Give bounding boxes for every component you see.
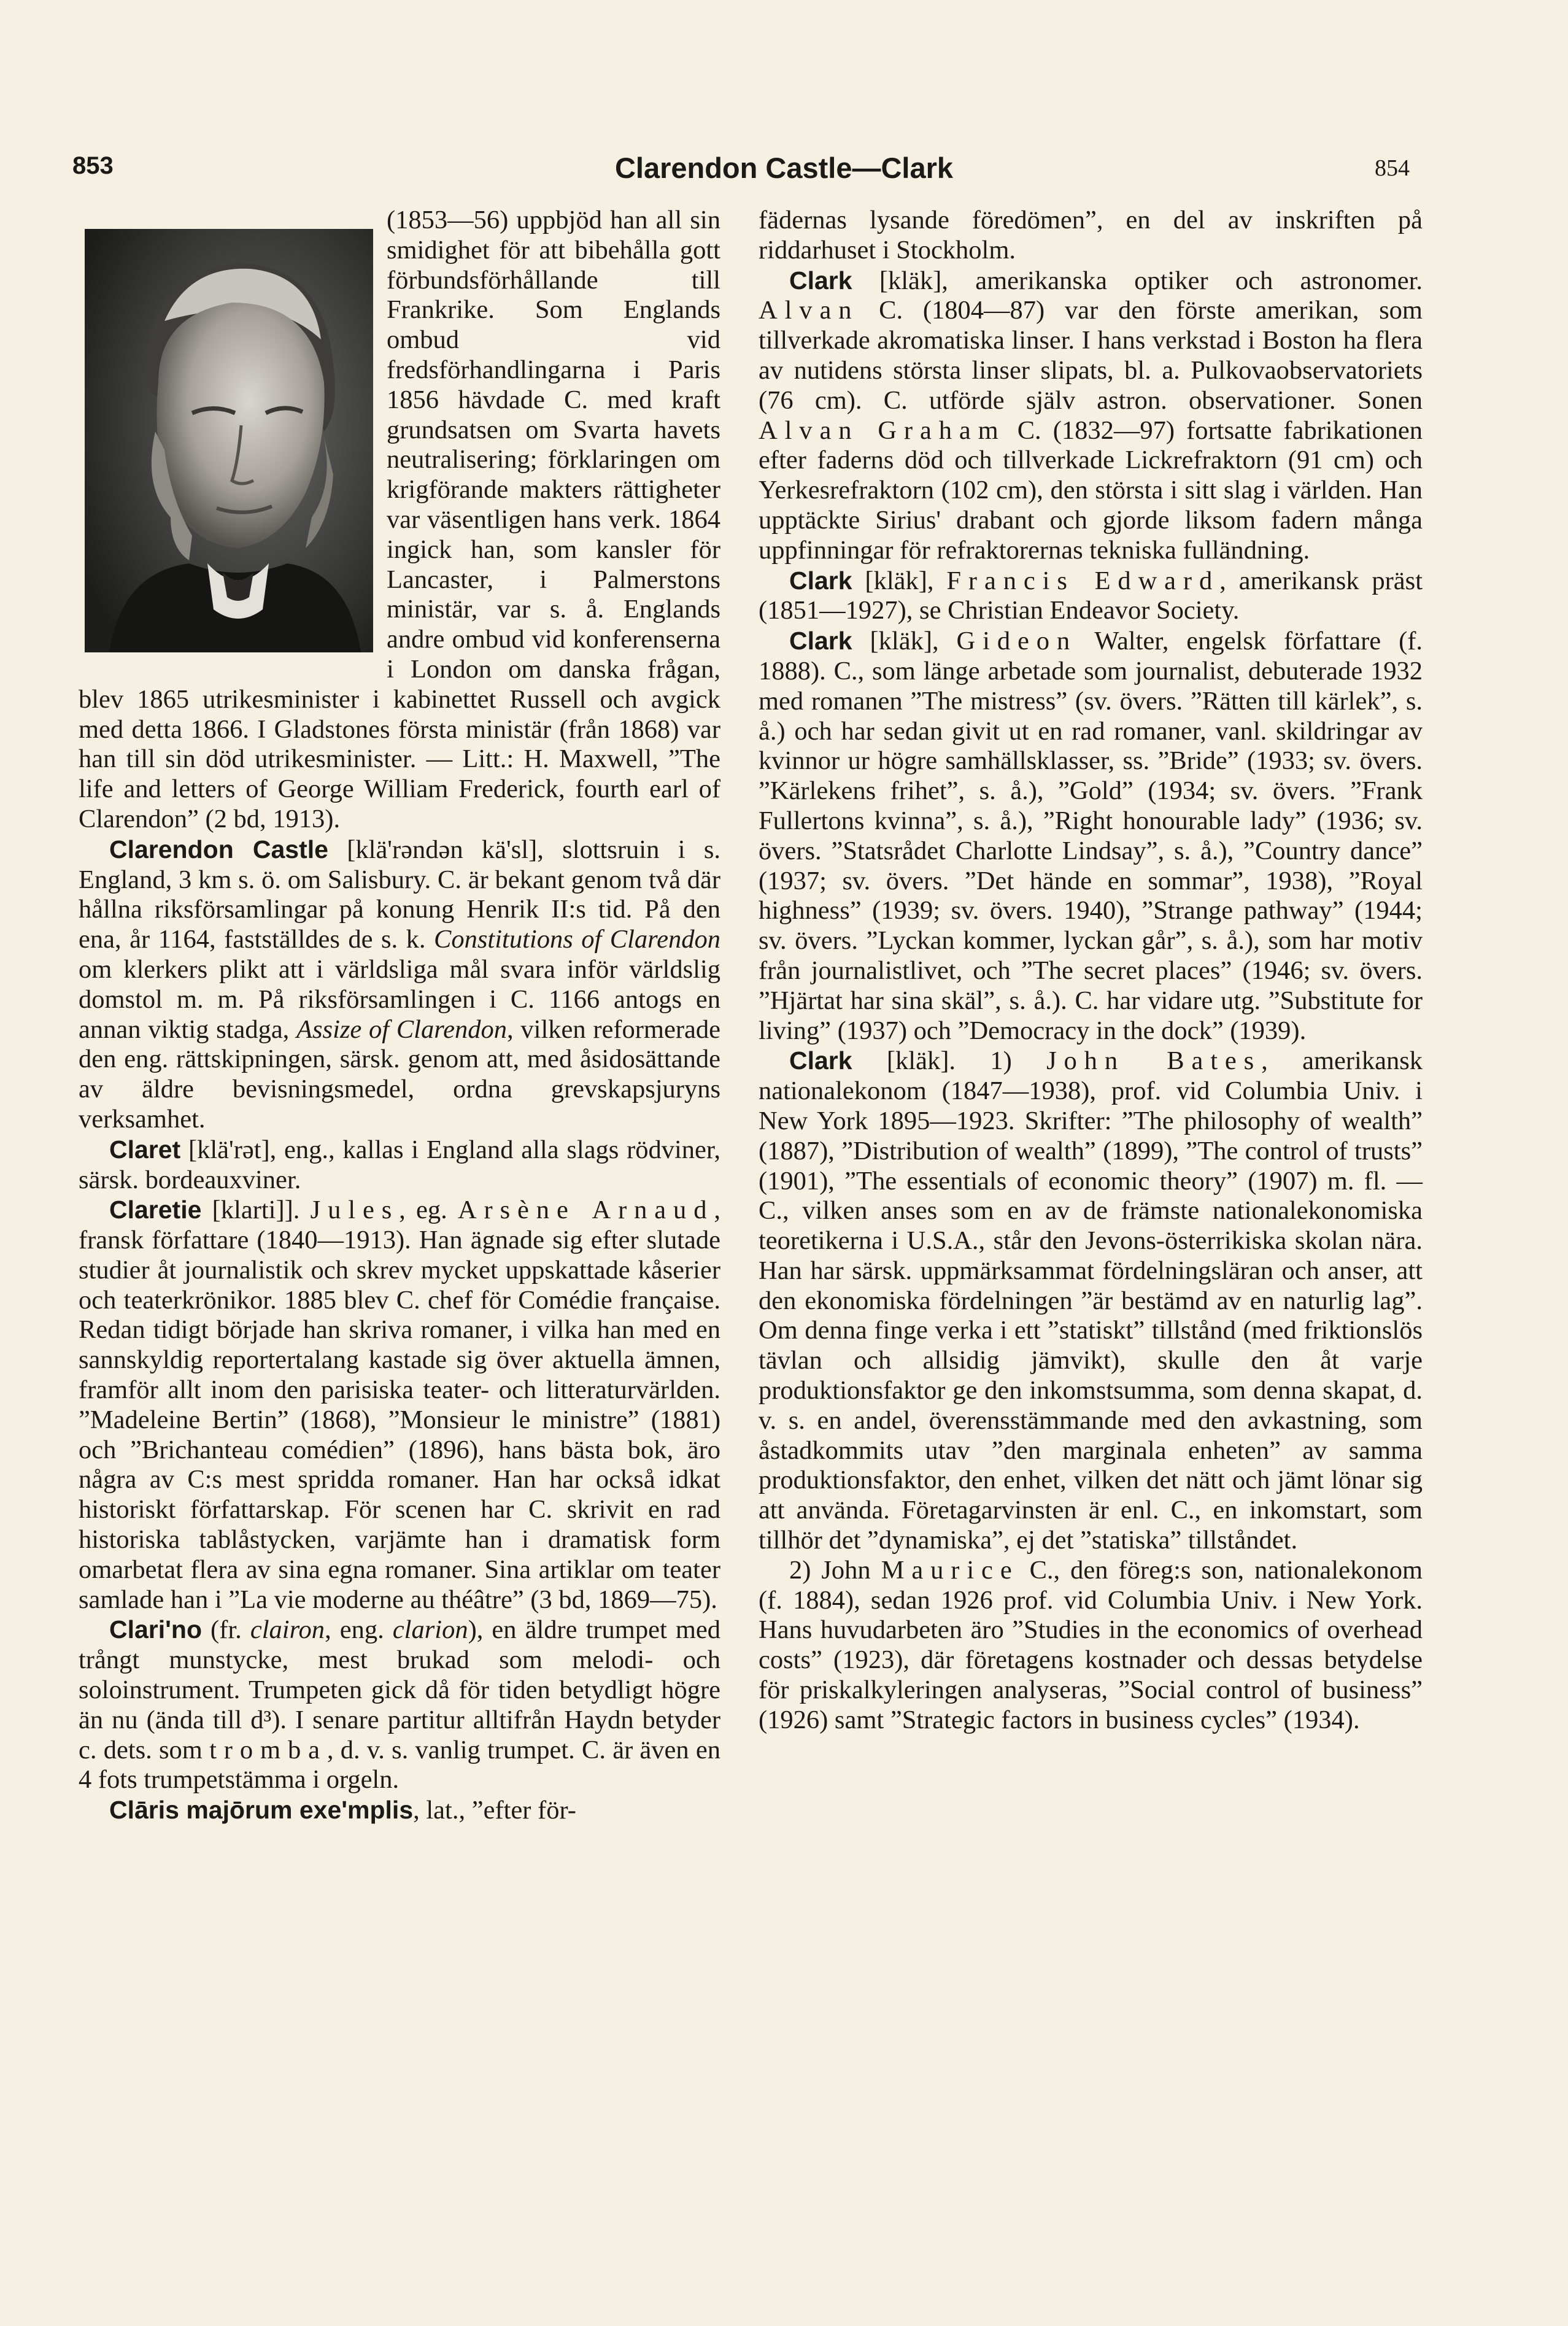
- entry-text: ), en äldre trumpet med trångt munstycke, mest brukad som melodi- och soloinstrument. Trumpeten gick då för tiden betydligt högre än nu (ända till d³). I senare partitur alltifrån Haydn betyder c. dets. som: [79, 1615, 720, 1764]
- entry-text: C. (1804—87) var den förste amerikan, som tillverkade akromatiska linser. I hans verkstad i Boston ha flera av nutidens största linser slipats, bl. a. Pulkovaobservatoriets (76 cm). C. utförde själv astron. observationer. Sonen: [759, 296, 1423, 415]
- italic-title: Constitutions of Clarendon: [434, 925, 720, 954]
- entry-clark-francis: [759, 566, 1423, 627]
- entry-claretie: [79, 1195, 720, 1615]
- entry-claris-majorum: [79, 1795, 720, 1826]
- entry-clark-gideon: [759, 626, 1423, 1046]
- entry-clark-john-maurice: [759, 1556, 1423, 1736]
- entry-text: , lat., ”efter för-: [413, 1796, 576, 1825]
- headword: Clāris majōrum exe'mplis: [109, 1796, 414, 1825]
- entry-text: , fransk författare (1840—1913). Han ägnade sig efter slutade studier åt journalistik och skrev mycket uppskattade kåserier och teaterkrönikor. 1885 blev C. chef för Comédie française. Redan tidigt började han skriva romaner, i vilka han med en sannskyldig reportertalang kastade sig över aktuella ämnen, framför allt inom den parisiska teater- och litteraturvärlden. ”Madeleine Bertin” (1868), ”Monsieur le ministre” (1881) och ”Brichanteau comédien” (1896), hans bästa bok, äro några av C:s mest spridda romaner. Han har också idkat historiskt författarskap. För scenen har C. skrivit en rad historiska tablåstycken, varjämte han i dramatisk form omarbetat flera av sina egna romaner. Sina artiklar om teater samlade han i ”La vie moderne au théâtre” (3 bd, 1869—75).: [79, 1196, 720, 1614]
- entry-text: 2) John: [789, 1555, 881, 1585]
- left-column: [79, 206, 720, 1826]
- running-head: Clarendon Castle—Clark: [614, 152, 954, 184]
- page-header: [0, 146, 1568, 195]
- right-column: [759, 206, 1423, 1736]
- entry-text: [klarti]].: [201, 1196, 311, 1225]
- portrait-image: [85, 229, 373, 652]
- entry-clarino: [79, 1615, 720, 1795]
- entry-text: , eng.: [325, 1615, 393, 1645]
- claris-continuation: fädernas lysande föredömen”, en del av inskriften på riddarhuset i Stockholm.: [759, 206, 1423, 265]
- clarendon-earl-continuation: [79, 206, 720, 835]
- spaced-name: Arsène Arnaud: [457, 1196, 714, 1225]
- spaced-name: Jules: [310, 1196, 400, 1225]
- spaced-name: Alvan Graham: [759, 415, 1006, 445]
- entry-text: [kläk],: [852, 627, 957, 656]
- italic-term: clairon: [250, 1615, 325, 1645]
- headword: Claret: [109, 1135, 181, 1164]
- page-number-left: 853: [72, 152, 114, 179]
- page-number-right: 854: [1375, 155, 1410, 181]
- headword: Clarendon Castle: [109, 835, 328, 864]
- spaced-name: Maurice: [881, 1555, 1019, 1585]
- entry-text: , vilken reformerade den eng. rättskipningen, särsk. genom att, med åsidosättande av äldre bevisningsmedel, ordna grevskapsjuryns verksamhet.: [79, 1014, 720, 1134]
- italic-term: clarion: [392, 1615, 468, 1645]
- entry-text: , amerikansk nationalekonom (1847—1938), prof. vid Columbia Univ. i New York 1895—1923. Skrifter: ”The philosophy of wealth” (1887), ”Distribution of wealth” (1899), ”The control of trusts” (1901), ”The essentials of economic theory” (1907) m. fl. — C., vilken anses som en av de främste nationalekonomiska teoretikerna i U.S.A., står den Jevons-österrikiska skolan nära. Han har särsk. uppmärksammat fördelningsläran och anser, att den ekonomiska fördelningen ”är bestämd av en naturlig lag”. Om denna finge verka i ett ”statiskt” tillstånd (med friktionslös tävlan och allsidig jämvikt), skulle den åt varje produktionsfaktor ge den inkomstsumma, som denna skapat, d. v. s. en andel, överensstämmande med den avkastning, som åstadkommits utav ”den marginala enheten” av samma produktionsfaktor, den enhet, vilken det nätt och jämt lönar sig att använda. Företagarvinsten är enl. C., en inkomstart, som tillhör det ”dynamiska”, ej det ”statiska” tillståndet.: [759, 1046, 1423, 1555]
- entry-text: [kläk], amerikanska optiker och astronomer.: [852, 266, 1423, 295]
- spaced-name: Francis Edward: [946, 566, 1220, 595]
- entry-clarendon-castle: [79, 835, 720, 1135]
- spaced-name: Alvan: [759, 296, 859, 325]
- italic-title: Assize of Clarendon: [296, 1014, 508, 1044]
- portrait-photo: [85, 229, 373, 652]
- headword: Clark: [789, 266, 852, 295]
- entry-text: [klä'rət], eng., kallas i England alla slags rödviner, särsk. bordeauxviner.: [79, 1135, 720, 1194]
- entry-text: om klerkers plikt att i världsliga mål svara inför världslig domstol m. m. På riksförsamlingen i C. 1166 antogs en annan viktig stadga,: [79, 954, 720, 1044]
- entry-text: [kläk],: [852, 566, 947, 595]
- entry-text: (1853—56) uppbjöd han all sin smidighet för att bibehålla gott förbundsförhållande till Frankrike. Som Englands ombud vid fredsförhandlingarna i Paris 1856 hävdade C. med kraft grundsatsen om Svarta havets neutralisering; förklaringen om krigförande makters rättigheter var väsentligen hans verk. 1864 ingick han, som kansler för Lancaster, i Palmerstons ministär, var s. å. Englands andre ombud vid konferenserna i London om danska frågan, blev 1865 utrikesminister i kabinettet Russell och avgick med detta 1866. I Gladstones första ministär (från 1868) var han till sin död utrikesminister. — Litt.: H. Maxwell, ”The life and letters of George William Frederick, fourth earl of Clarendon” (2 bd, 1913).: [79, 206, 720, 833]
- entry-text: [klä'rəndən kä'sl], slottsruin i s. England, 3 km s. ö. om Salisbury. C. är bekant genom två där hållna riksförsamlingar på konung Henrik II:s tid. På den ena, år 1164, fastställdes de s. k.: [79, 835, 720, 954]
- spaced-name: Gideon: [956, 627, 1078, 656]
- headword: Clark: [789, 627, 852, 655]
- headword: Clari'no: [109, 1615, 202, 1644]
- entry-text: C., den föreg:s son, nationalekonom (f. 1884), sedan 1926 prof. vid Columbia Univ. i New York. Hans huvudarbeten äro ”Studies in the economics of overhead costs” (1923), där företagens kostnader och dessas betydelse för priskalkyleringen analyseras, ”Social control of business” (1926) samt ”Strategic factors in business cycles” (1934).: [759, 1555, 1423, 1734]
- entry-text: , amerikansk präst (1851—1927), se Christian Endeavor Society.: [759, 566, 1423, 625]
- entry-text: Walter, engelsk författare (f. 1888). C., som länge arbetade som journalist, debuterade 1932 med romanen ”The mistress” (sv. övers. ”Rätten till kärlek”, s. å.) och har sedan givit ut en rad romaner, vanl. skildringar av kvinnor ur högre samhällsklasser, ss. ”Bride” (1933; sv. övers. ”Kärlekens frihet”, s. å.), ”Gold” (1934; sv. övers. ”Frank Fullertons kvinna”, s. å.), ”Right honourable lady” (1936; sv. övers. ”Statsrådet Charlotte Lindsay”, s. å.), ”Country dance” (1937; sv. övers. ”Det hände en sommar”, 1938), ”Royal highness” (1939; sv. övers. 1940), ”Strange pathway” (1944; sv. övers. ”Lyckan kommer, lyckan går”, s. å.), som har motiv från journalistlivet, och ”The secret places” (1946; sv. övers. ”Hjärtat har sina skäl”, s. å.). C. har vidare utg. ”Substitute for living” (1937) och ”Democracy in the dock” (1939).: [759, 627, 1423, 1045]
- entry-clark-john-bates: [759, 1046, 1423, 1556]
- headword: Clark: [789, 566, 852, 595]
- entry-text: (fr.: [202, 1615, 250, 1645]
- headword: Claretie: [109, 1196, 202, 1224]
- entry-text: [kläk]. 1): [852, 1046, 1047, 1076]
- spaced-term: tromba: [209, 1735, 327, 1764]
- entry-text: C. (1832—97) fortsatte fabrikationen efter faderns död och tillverkade Lickrefraktorn (91 cm) och Yerkesrefraktorn (102 cm), den största i sitt slag i världen. Han upptäckte Sirius' drabant och gjorde liksom fadern många uppfinningar för refraktorernas tekniska fulländning.: [759, 415, 1423, 565]
- entry-clark-alvan: [759, 266, 1423, 566]
- entry-claret: [79, 1135, 720, 1196]
- spaced-name: John Bates: [1046, 1046, 1262, 1076]
- entry-text: , eg.: [399, 1196, 458, 1225]
- headword: Clark: [789, 1046, 852, 1075]
- entry-text: , d. v. s. vanlig trumpet. C. är även en 4 fots trumpetstämma i orgeln.: [79, 1735, 720, 1795]
